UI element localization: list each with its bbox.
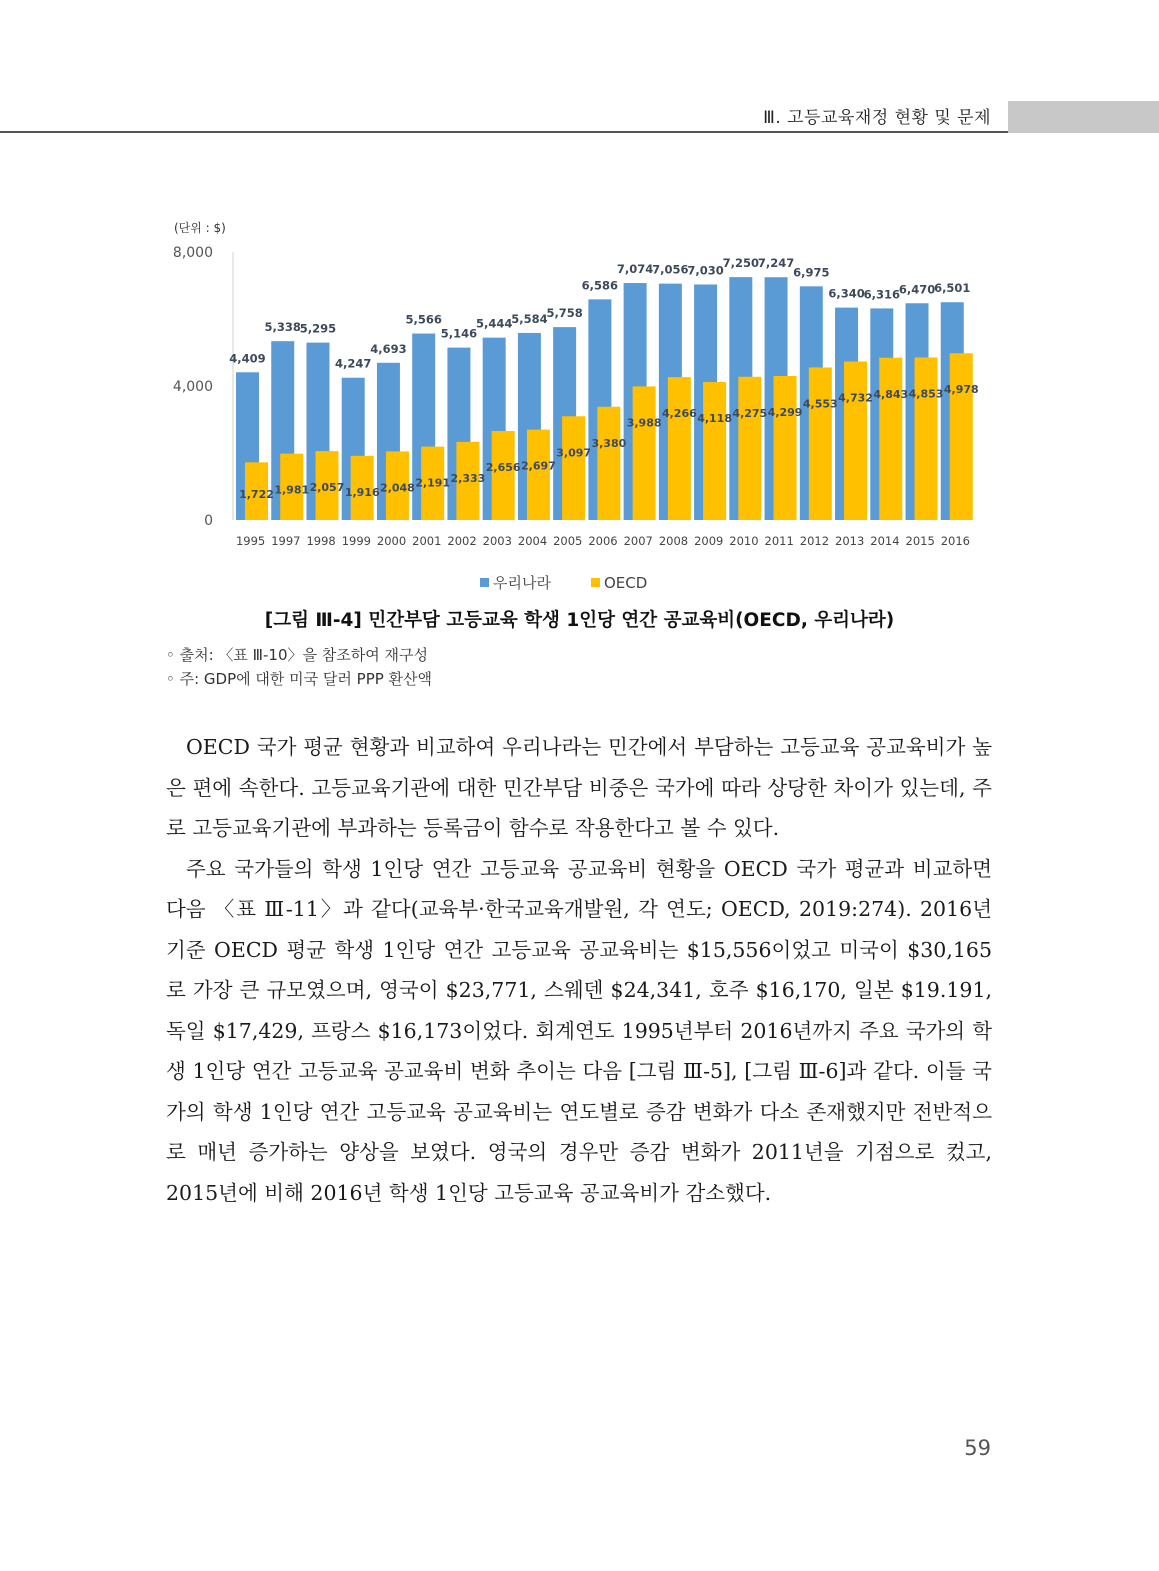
x-tick-label: 2009 xyxy=(694,534,724,548)
data-label-korea: 6,316 xyxy=(863,287,900,302)
data-label-oecd: 4,118 xyxy=(697,412,732,426)
unit-label: (단위 : $) xyxy=(174,221,226,235)
data-label-oecd: 2,697 xyxy=(521,459,556,473)
bar-oecd xyxy=(492,431,515,520)
data-label-oecd: 4,266 xyxy=(661,407,697,421)
data-label-oecd: 2,057 xyxy=(309,481,345,495)
bar-oecd xyxy=(562,416,585,520)
data-label-korea: 4,247 xyxy=(335,356,372,371)
data-label-oecd: 4,732 xyxy=(838,391,873,405)
bar-oecd xyxy=(879,358,902,520)
bar-oecd xyxy=(809,367,832,520)
x-tick-label: 2011 xyxy=(764,534,794,548)
x-tick-label: 2003 xyxy=(482,534,512,548)
bar-oecd xyxy=(597,407,620,520)
x-tick-label: 1999 xyxy=(341,534,371,548)
data-label-oecd: 2,191 xyxy=(415,476,451,490)
legend-label-korea: 우리나라 xyxy=(493,574,551,592)
bar-oecd xyxy=(668,377,691,520)
y-tick-label: 4,000 xyxy=(172,379,213,395)
data-label-korea: 5,584 xyxy=(511,311,548,326)
data-label-korea: 6,470 xyxy=(898,282,936,297)
running-header-title: Ⅲ. 고등교육재정 현황 및 문제 xyxy=(763,108,991,128)
data-label-oecd: 2,656 xyxy=(485,461,521,475)
body-text xyxy=(166,727,992,1213)
data-label-korea: 5,146 xyxy=(440,326,478,341)
x-tick-label: 1995 xyxy=(235,534,266,548)
data-label-oecd: 4,843 xyxy=(873,387,909,401)
header-tab-block xyxy=(1008,101,1159,133)
data-label-oecd: 2,333 xyxy=(450,471,486,485)
figure-caption: [그림 Ⅲ-4] 민간부담 고등교육 학생 1인당 연간 공교육비(OECD, 우리나라) xyxy=(264,610,895,631)
data-label-korea: 7,250 xyxy=(722,256,760,271)
page-number: 59 xyxy=(964,1436,991,1460)
data-label-oecd: 1,916 xyxy=(344,485,380,499)
y-tick-label: 8,000 xyxy=(172,245,213,261)
data-label-korea: 4,693 xyxy=(370,341,407,356)
x-tick-label: 2008 xyxy=(658,534,689,548)
bar-oecd xyxy=(915,357,938,520)
data-label-korea: 5,444 xyxy=(475,316,513,331)
x-tick-label: 2000 xyxy=(376,534,407,548)
bar-chart xyxy=(160,210,990,555)
data-label-oecd: 3,380 xyxy=(591,436,627,450)
x-tick-label: 1998 xyxy=(306,534,336,548)
x-tick-label: 2005 xyxy=(553,534,583,548)
bar-oecd xyxy=(844,361,867,520)
data-label-korea: 6,340 xyxy=(828,286,865,301)
data-label-korea: 6,501 xyxy=(934,281,971,296)
bar-oecd xyxy=(633,386,656,520)
x-tick-label: 2013 xyxy=(835,534,865,548)
legend-label-oecd: OECD xyxy=(603,573,648,592)
data-label-oecd: 3,097 xyxy=(556,446,592,460)
data-label-korea: 6,586 xyxy=(581,278,619,293)
legend-item-korea xyxy=(480,572,551,593)
legend-swatch-oecd xyxy=(591,578,600,587)
bar-oecd xyxy=(527,430,550,520)
chart-legend xyxy=(480,572,647,593)
data-label-oecd: 4,978 xyxy=(943,383,979,397)
data-label-korea: 5,338 xyxy=(264,320,301,335)
x-tick-label: 2014 xyxy=(870,534,900,548)
bar-oecd xyxy=(774,376,797,520)
data-label-korea: 5,295 xyxy=(299,321,337,336)
data-label-korea: 5,566 xyxy=(405,312,442,327)
legend-item-oecd xyxy=(591,572,647,593)
data-label-korea: 5,758 xyxy=(546,306,583,321)
x-tick-label: 2004 xyxy=(517,534,548,548)
data-label-oecd: 3,988 xyxy=(626,416,662,430)
x-tick-label: 2010 xyxy=(729,534,759,548)
data-label-oecd: 1,981 xyxy=(274,483,310,497)
data-label-korea: 6,975 xyxy=(793,265,830,280)
x-tick-label: 2006 xyxy=(588,534,618,548)
data-label-korea: 7,074 xyxy=(616,262,654,277)
data-label-oecd: 4,275 xyxy=(732,406,768,420)
data-label-korea: 4,409 xyxy=(229,351,266,366)
data-label-oecd: 4,553 xyxy=(802,397,838,411)
x-tick-label: 2002 xyxy=(447,534,477,548)
data-label-oecd: 4,853 xyxy=(908,387,944,401)
data-label-oecd: 4,299 xyxy=(767,405,803,419)
data-label-korea: 7,247 xyxy=(757,256,795,271)
bar-oecd xyxy=(703,382,726,520)
x-tick-label: 1997 xyxy=(271,534,301,548)
bar-oecd xyxy=(738,377,761,520)
unit-note: ◦ 주: GDP에 대한 미국 달러 PPP 환산액 xyxy=(166,670,433,688)
data-label-korea: 7,030 xyxy=(687,263,724,278)
source-note: ◦ 출처: 〈표 Ⅲ-10〉을 참조하여 재구성 xyxy=(166,646,428,664)
header-rule xyxy=(0,131,1008,133)
x-tick-label: 2001 xyxy=(412,534,442,548)
paragraph: OECD 국가 평균 현황과 비교하여 우리나라는 민간에서 부담하는 고등교육 공교육비가 높은 편에 속한다. 고등교육기관에 대한 민간부담 비중은 국가에 따라 상당한 차이가 있는데, 주로 고등교육기관에 부과하는 등록금이 함수로 작용한다고 볼 수 있다. xyxy=(166,735,992,840)
data-label-oecd: 2,048 xyxy=(380,481,415,495)
x-tick-label: 2015 xyxy=(905,534,935,548)
paragraph: 주요 국가들의 학생 1인당 연간 고등교육 공교육비 현황을 OECD 국가 평균과 비교하면 다음 〈표 Ⅲ-11〉과 같다(교육부·한국교육개발원, 각 연도; OECD, 2019:274). 2016년 기준 OECD 평균 학생 1인당 연간 고등교육 공교육비는 $15,556이었고 미국이 $30,165로 가장 큰 규모였으며, 영국이 $23,771, 스웨덴 $24,341, 호주 $16,170, 일본 $19.191, 독일 $17,429, 프랑스 $16,173이었다. 회계연도 1995년부터 2016년까지 주요 국가의 학생 1인당 연간 고등교육 공교육비 변화 추이는 다음 [그림 Ⅲ-5], [그림 Ⅲ-6]과 같다. 이들 국가의 학생 1인당 연간 고등교육 공교육비는 연도별로 증감 변화가 다소 존재했지만 전반적으로 매년 증가하는 양상을 보였다. 영국의 경우만 증감 변화가 2011년을 기점으로 컸고, 2015년에 비해 2016년 학생 1인당 고등교육 공교육비가 감소했다. xyxy=(166,856,992,1205)
y-tick-label: 0 xyxy=(204,513,213,529)
data-label-korea: 7,056 xyxy=(652,262,689,277)
x-tick-label: 2016 xyxy=(940,534,971,548)
x-tick-label: 2012 xyxy=(799,534,830,548)
x-tick-label: 2007 xyxy=(623,534,653,548)
bar-oecd xyxy=(950,353,973,520)
legend-swatch-korea xyxy=(480,578,489,587)
data-label-oecd: 1,722 xyxy=(239,488,274,501)
figure-notes xyxy=(166,643,432,691)
